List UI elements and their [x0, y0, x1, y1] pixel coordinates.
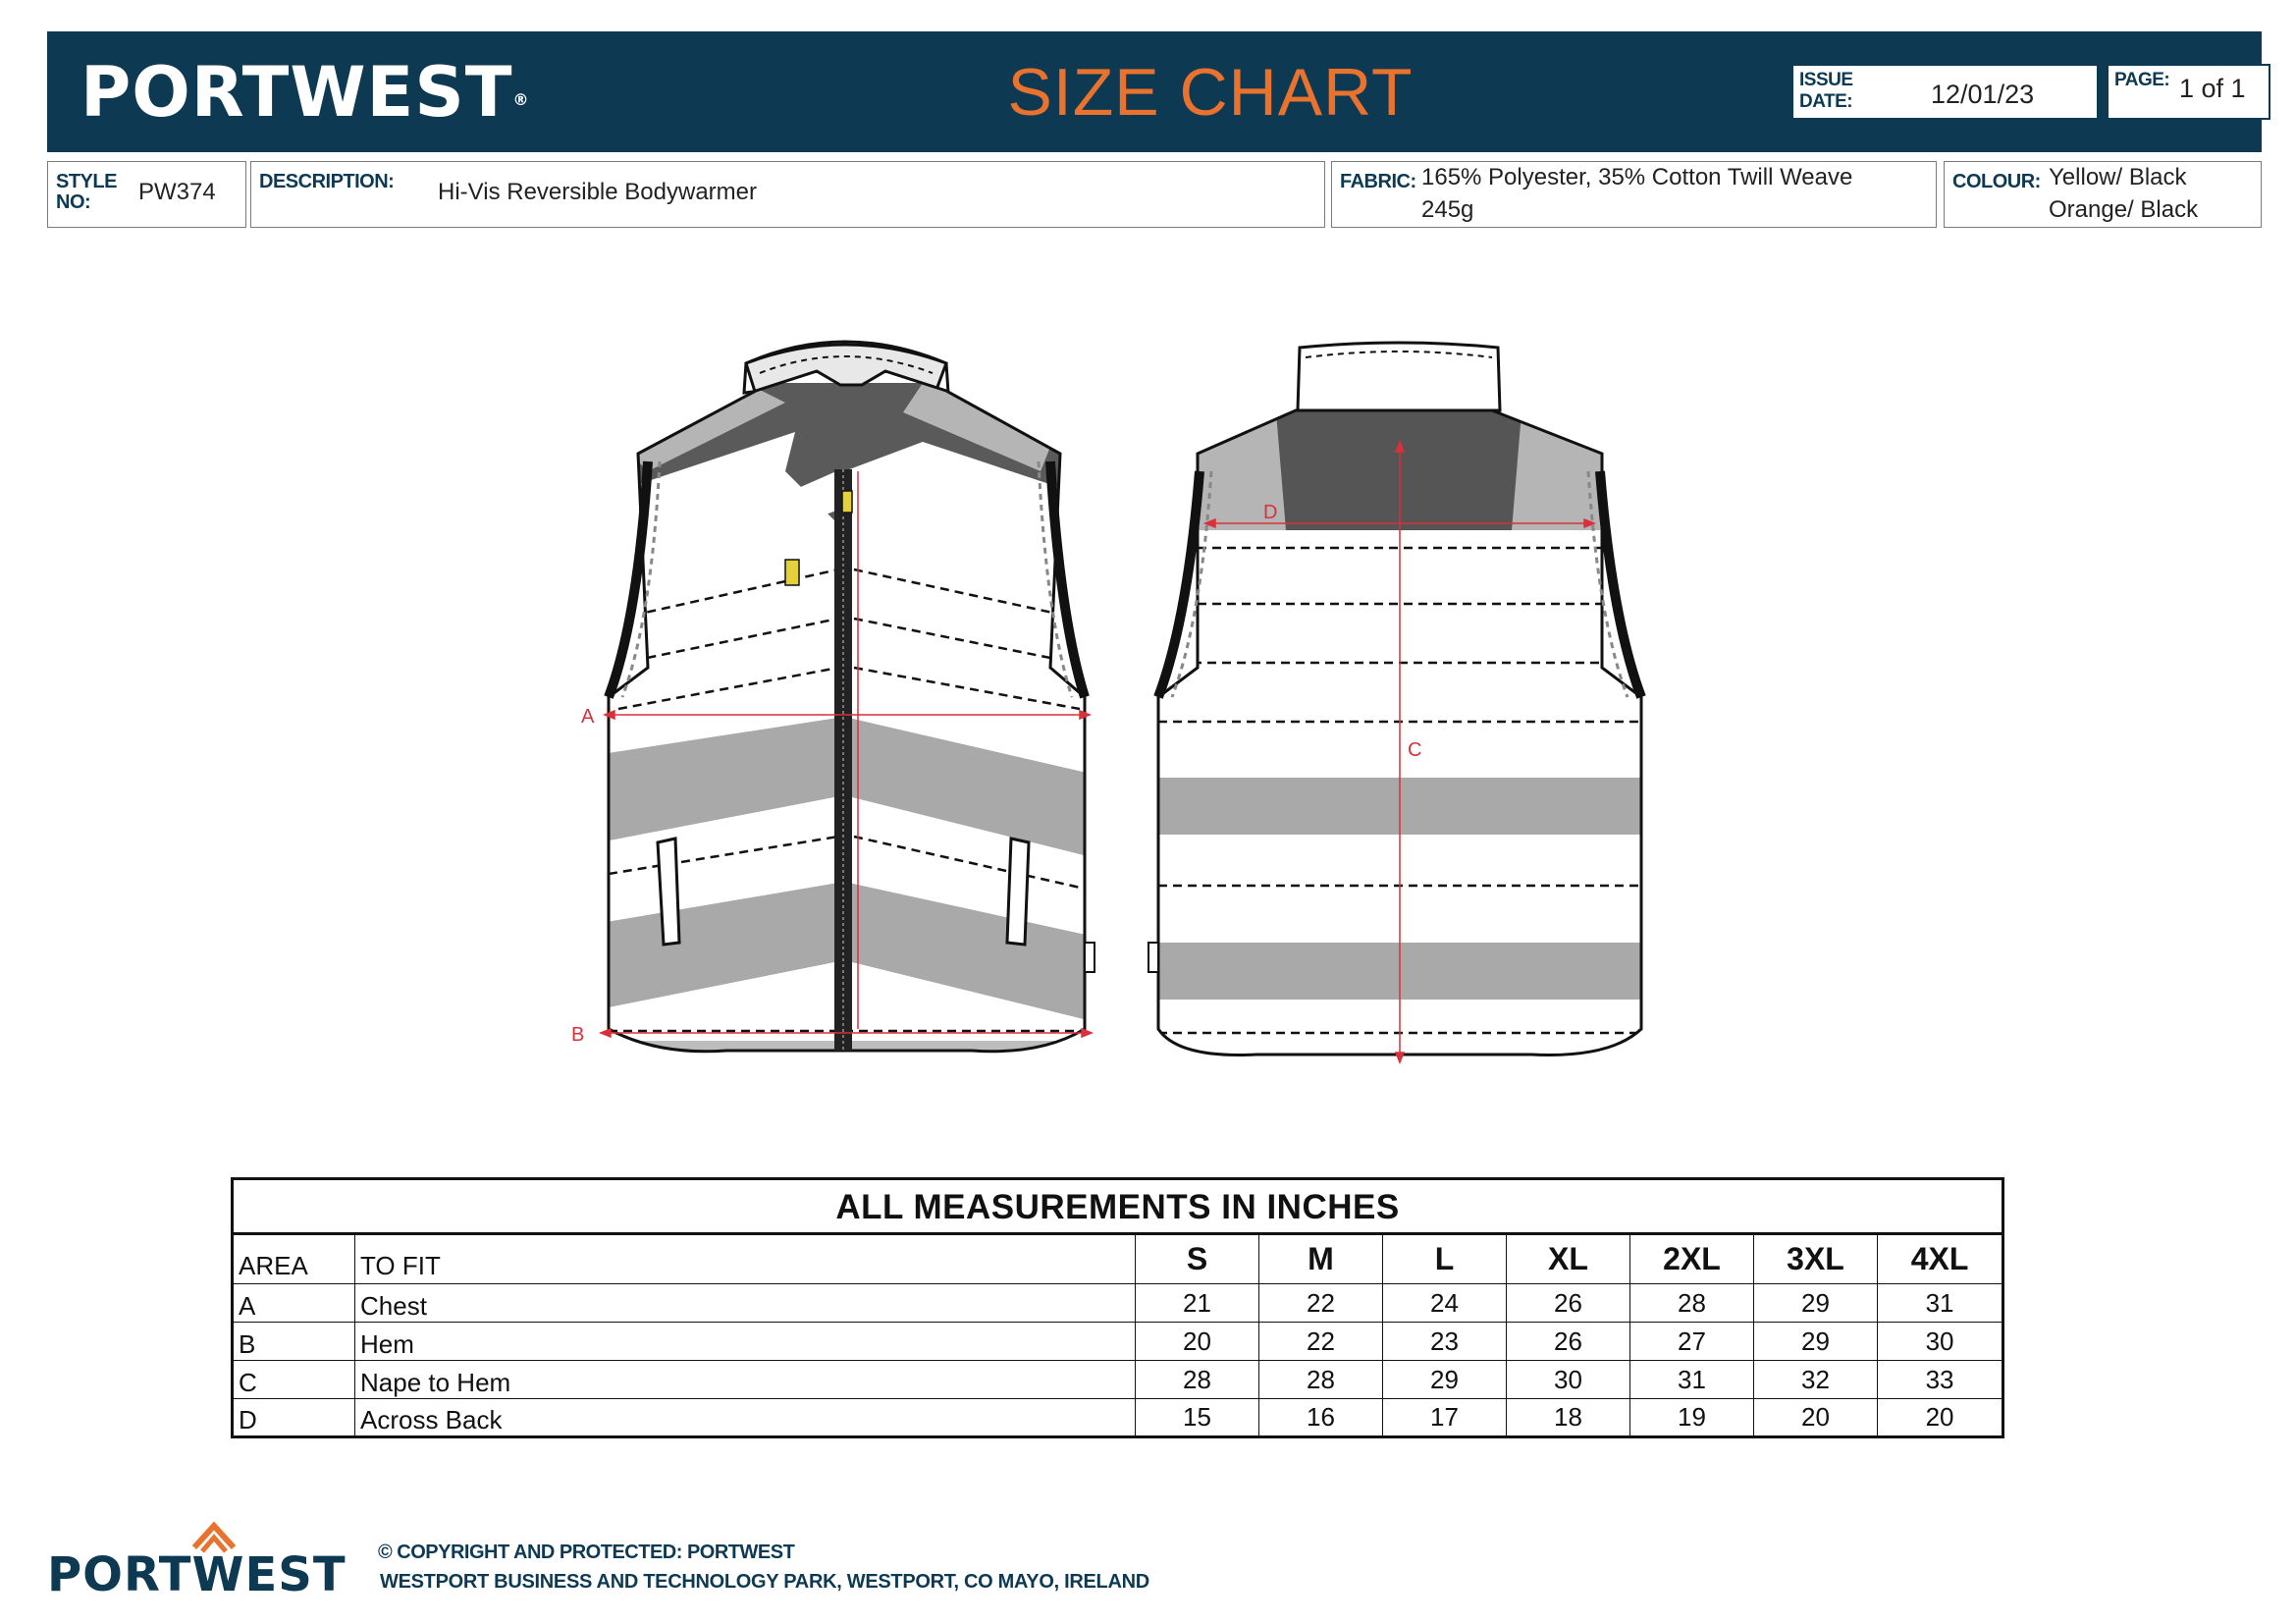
footer-brand: PORTWEST — [47, 1547, 347, 1595]
brand-name: PORTWEST — [80, 52, 513, 133]
registered-mark: ® — [512, 90, 530, 109]
footer-copyright — [378, 1542, 794, 1564]
colour-box — [1944, 161, 2262, 228]
fit-cell: Across Back — [355, 1399, 1136, 1437]
back-label-d: D — [1263, 502, 1278, 523]
value-cell: 26 — [1507, 1323, 1630, 1361]
area-cell: B — [233, 1323, 355, 1361]
garment-drawing — [550, 324, 1659, 1080]
value-cell: 17 — [1383, 1399, 1507, 1437]
header-band — [47, 31, 2262, 152]
value-cell: 33 — [1878, 1361, 2003, 1399]
page-box — [2107, 64, 2270, 120]
value-cell: 30 — [1878, 1323, 2003, 1361]
value-cell: 20 — [1136, 1323, 1259, 1361]
fabric-box — [1331, 161, 1937, 228]
size-header: M — [1259, 1234, 1383, 1284]
area-cell: D — [233, 1399, 355, 1437]
fit-cell: Hem — [355, 1323, 1136, 1361]
fit-cell: Chest — [355, 1284, 1136, 1323]
colour-label: COLOUR: — [1952, 171, 2041, 192]
value-cell: 15 — [1136, 1399, 1259, 1437]
description-value: Hi-Vis Reversible Bodywarmer — [438, 179, 757, 205]
description-label: DESCRIPTION: — [259, 171, 395, 192]
value-cell: 31 — [1878, 1284, 2003, 1323]
front-label-b: B — [571, 1024, 585, 1046]
style-box — [47, 161, 246, 228]
table-row — [233, 1323, 2003, 1361]
size-header: 3XL — [1754, 1234, 1878, 1284]
fit-cell: Nape to Hem — [355, 1361, 1136, 1399]
value-cell: 22 — [1259, 1284, 1383, 1323]
fabric-label: FABRIC: — [1340, 171, 1416, 192]
back-view — [1139, 324, 1659, 1080]
table-caption-row — [233, 1179, 2003, 1234]
issue-date-label: ISSUE DATE: — [1799, 70, 1853, 112]
area-cell: C — [233, 1361, 355, 1399]
footer-address: WESTPORT BUSINESS AND TECHNOLOGY PARK, WESTPORT, CO MAYO, IRELAND — [380, 1571, 1149, 1593]
value-cell: 29 — [1754, 1284, 1878, 1323]
value-cell: 28 — [1136, 1361, 1259, 1399]
value-cell: 16 — [1259, 1399, 1383, 1437]
value-cell: 26 — [1507, 1284, 1630, 1323]
copyright-brand: PORTWEST — [686, 1542, 795, 1563]
size-header: 4XL — [1878, 1234, 2003, 1284]
issue-date-value: 12/01/23 — [1931, 80, 2035, 109]
size-header: 2XL — [1630, 1234, 1754, 1284]
size-header: L — [1383, 1234, 1507, 1284]
back-collar — [1298, 343, 1500, 410]
value-cell: 19 — [1630, 1399, 1754, 1437]
table-row — [233, 1361, 2003, 1399]
value-cell: 22 — [1259, 1323, 1383, 1361]
page-label: PAGE: — [2114, 70, 2170, 90]
value-cell: 28 — [1259, 1361, 1383, 1399]
back-label-c: C — [1408, 739, 1422, 761]
size-header: XL — [1507, 1234, 1630, 1284]
page-title: SIZE CHART — [1007, 55, 1414, 130]
description-box — [250, 161, 1325, 228]
area-header: AREA — [233, 1234, 355, 1284]
value-cell: 24 — [1383, 1284, 1507, 1323]
table-row — [233, 1399, 2003, 1437]
value-cell: 21 — [1136, 1284, 1259, 1323]
front-label-a: A — [581, 706, 595, 728]
value-cell: 28 — [1630, 1284, 1754, 1323]
value-cell: 18 — [1507, 1399, 1630, 1437]
front-view — [550, 324, 1158, 1080]
fit-header: TO FIT — [355, 1234, 1136, 1284]
table-caption: ALL MEASUREMENTS IN INCHES — [233, 1179, 2003, 1234]
value-cell: 32 — [1754, 1361, 1878, 1399]
value-cell: 20 — [1754, 1399, 1878, 1437]
style-value: PW374 — [138, 179, 216, 205]
value-cell: 23 — [1383, 1323, 1507, 1361]
colour-value: Yellow/ Black Orange/ Black — [2049, 164, 2199, 223]
value-cell: 30 — [1507, 1361, 1630, 1399]
size-table — [231, 1177, 2004, 1438]
brand-logo — [80, 53, 530, 132]
table-row — [233, 1284, 2003, 1323]
value-cell: 29 — [1383, 1361, 1507, 1399]
issue-date-box — [1791, 64, 2099, 120]
value-cell: 29 — [1754, 1323, 1878, 1361]
fabric-value: 165% Polyester, 35% Cotton Twill Weave 245g — [1421, 164, 1853, 223]
value-cell: 31 — [1630, 1361, 1754, 1399]
page-value: 1 of 1 — [2179, 74, 2246, 103]
front-right-pocket — [1007, 839, 1029, 945]
table-header-row — [233, 1234, 2003, 1284]
style-label: STYLE NO: — [56, 171, 117, 213]
value-cell: 20 — [1878, 1399, 2003, 1437]
copyright-prefix: © COPYRIGHT AND PROTECTED: — [378, 1542, 687, 1563]
footer-logo — [47, 1516, 351, 1595]
area-cell: A — [233, 1284, 355, 1323]
value-cell: 27 — [1630, 1323, 1754, 1361]
size-header: S — [1136, 1234, 1259, 1284]
